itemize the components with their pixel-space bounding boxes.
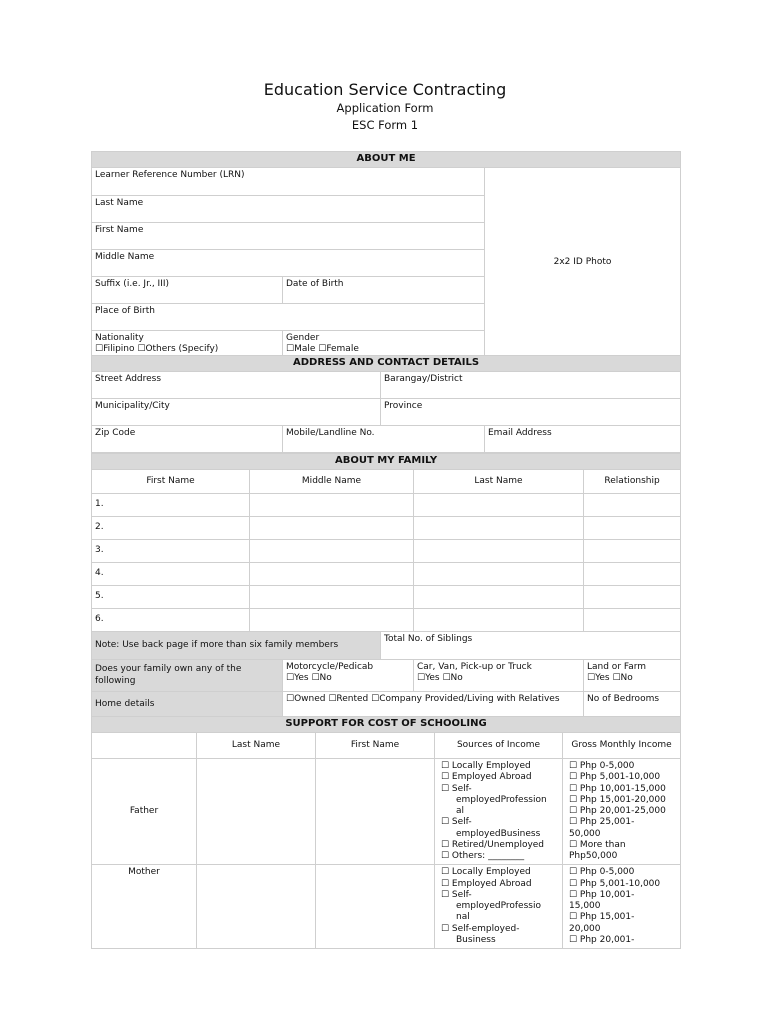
family-row <box>92 609 681 632</box>
car-label: Car, Van, Pick-up or Truck <box>417 662 532 672</box>
support-col-first-name: First Name <box>316 733 435 759</box>
father-first-name-cell[interactable] <box>316 759 435 865</box>
father-income-source-option[interactable]: ☐ Retired/Unemployed <box>441 839 545 850</box>
nationality-field[interactable] <box>92 331 283 359</box>
father-income-source-option[interactable]: ☐ Locally Employed <box>441 761 531 771</box>
nationality-options[interactable]: ☐Filipino ☐Others (Specify) <box>95 344 219 355</box>
father-income-range-option[interactable]: ☐ More than <box>569 839 626 850</box>
family-row <box>92 586 681 609</box>
family-row-number[interactable]: 2. <box>92 517 250 540</box>
family-middle-name-cell[interactable] <box>250 586 414 609</box>
car-field[interactable] <box>414 660 584 692</box>
support-col-blank <box>92 733 197 759</box>
land-options[interactable]: ☐Yes ☐No <box>587 673 633 684</box>
father-income-range-option[interactable]: ☐ Php 15,001-20,000 <box>569 794 666 805</box>
father-income-range-option[interactable]: 50,000 <box>569 828 601 839</box>
father-income-list <box>563 759 681 865</box>
father-income-source-option[interactable]: employedBusiness <box>456 828 541 839</box>
ownership-question: Does your family own any of the following <box>92 660 283 692</box>
about-me-table <box>91 151 681 359</box>
mother-income-source-option[interactable]: ☐ Self-employed- <box>441 923 520 934</box>
siblings-field[interactable]: Total No. of Siblings <box>381 632 681 660</box>
gender-options[interactable]: ☐Male ☐Female <box>286 344 359 355</box>
family-table <box>91 453 681 719</box>
family-relationship-cell[interactable] <box>584 609 681 632</box>
municipality-field[interactable]: Municipality/City <box>92 399 381 426</box>
father-income-range-option[interactable]: ☐ Php 20,001-25,000 <box>569 806 666 816</box>
mother-first-name-cell[interactable] <box>316 865 435 949</box>
mother-income-source-option[interactable]: ☐ Employed Abroad <box>441 878 532 889</box>
support-table <box>91 716 681 949</box>
family-col-middle-name: Middle Name <box>250 470 414 494</box>
family-relationship-cell[interactable] <box>584 517 681 540</box>
mother-label: Mother <box>92 865 197 949</box>
father-income-range-option[interactable]: ☐ Php 25,001- <box>569 817 635 828</box>
middle-name-field[interactable]: Middle Name <box>92 250 485 277</box>
motorcycle-options[interactable]: ☐Yes ☐No <box>286 673 332 684</box>
family-row-number[interactable]: 5. <box>92 586 250 609</box>
mother-income-range-option[interactable]: ☐ Php 5,001-10,000 <box>569 878 661 889</box>
father-income-range-option[interactable]: Php50,000 <box>569 851 618 861</box>
mother-income-range-option[interactable]: 20,000 <box>569 923 601 934</box>
support-col-gross-income: Gross Monthly Income <box>563 733 681 759</box>
land-field[interactable] <box>584 660 681 692</box>
father-last-name-cell[interactable] <box>197 759 316 865</box>
form-title: Education Service Contracting <box>263 80 507 99</box>
family-middle-name-cell[interactable] <box>250 517 414 540</box>
father-income-range-option[interactable]: ☐ Php 0-5,000 <box>569 761 635 771</box>
gender-field[interactable] <box>283 331 485 359</box>
address-table <box>91 355 681 453</box>
family-last-name-cell[interactable] <box>414 494 584 517</box>
family-col-first-name: First Name <box>92 470 250 494</box>
zip-code-field[interactable]: Zip Code <box>92 426 283 453</box>
family-last-name-cell[interactable] <box>414 563 584 586</box>
father-income-source-option[interactable]: ☐ Others: ________ <box>441 851 525 861</box>
support-col-sources: Sources of Income <box>435 733 563 759</box>
bedrooms-field[interactable]: No of Bedrooms <box>584 692 681 719</box>
support-col-last-name: Last Name <box>197 733 316 759</box>
last-name-field[interactable]: Last Name <box>92 196 485 223</box>
family-last-name-cell[interactable] <box>414 540 584 563</box>
barangay-field[interactable]: Barangay/District <box>381 372 681 399</box>
street-address-field[interactable]: Street Address <box>92 372 381 399</box>
id-photo-box[interactable]: 2x2 ID Photo <box>485 168 681 359</box>
dob-field[interactable]: Date of Birth <box>283 277 485 304</box>
family-relationship-cell[interactable] <box>584 563 681 586</box>
email-field[interactable]: Email Address <box>485 426 681 453</box>
home-details-label: Home details <box>92 692 283 719</box>
family-last-name-cell[interactable] <box>414 609 584 632</box>
land-label: Land or Farm <box>587 662 647 672</box>
mother-income-range-option[interactable]: ☐ Php 0-5,000 <box>569 867 635 878</box>
form-subtitle: Application Form <box>336 101 434 115</box>
family-row <box>92 563 681 586</box>
family-last-name-cell[interactable] <box>414 517 584 540</box>
province-field[interactable]: Province <box>381 399 681 426</box>
gender-label: Gender <box>286 333 320 343</box>
place-of-birth-field[interactable]: Place of Birth <box>92 304 485 331</box>
form-number: ESC Form 1 <box>351 118 419 132</box>
lrn-field[interactable]: Learner Reference Number (LRN) <box>92 168 485 196</box>
suffix-field[interactable]: Suffix (i.e. Jr., III) <box>92 277 283 304</box>
family-heading: ABOUT MY FAMILY <box>92 454 681 470</box>
car-options[interactable]: ☐Yes ☐No <box>417 673 463 684</box>
father-sources-list <box>435 759 563 865</box>
family-relationship-cell[interactable] <box>584 586 681 609</box>
family-note: Note: Use back page if more than six family members <box>92 632 381 660</box>
mother-income-range-option[interactable]: ☐ Php 15,001- <box>569 912 635 923</box>
father-income-source-option[interactable]: ☐ Self- <box>441 783 472 794</box>
father-income-source-option[interactable]: ☐ Employed Abroad <box>441 772 532 783</box>
family-relationship-cell[interactable] <box>584 540 681 563</box>
mother-income-source-option[interactable]: employedProfessio <box>456 901 541 911</box>
mother-income-range-option[interactable]: ☐ Php 10,001- <box>569 889 635 900</box>
family-row-number[interactable]: 3. <box>92 540 250 563</box>
family-row-number[interactable]: 1. <box>92 494 250 517</box>
family-middle-name-cell[interactable] <box>250 563 414 586</box>
father-income-source-option[interactable]: al <box>456 806 465 816</box>
father-label: Father <box>92 759 197 865</box>
about-me-heading: ABOUT ME <box>92 152 681 168</box>
father-income-source-option[interactable]: ☐ Self- <box>441 817 472 828</box>
home-details-options[interactable]: ☐Owned ☐Rented ☐Company Provided/Living with Relatives <box>283 692 584 719</box>
family-col-relationship: Relationship <box>584 470 681 494</box>
father-income-source-option[interactable]: employedProfession <box>456 794 547 805</box>
support-heading: SUPPORT FOR COST OF SCHOOLING <box>92 717 681 733</box>
address-heading: ADDRESS AND CONTACT DETAILS <box>92 356 681 372</box>
mother-income-range-option[interactable]: 15,000 <box>569 901 601 911</box>
motorcycle-field[interactable] <box>283 660 414 692</box>
mother-last-name-cell[interactable] <box>197 865 316 949</box>
motorcycle-label: Motorcycle/Pedicab <box>286 662 374 672</box>
family-relationship-cell[interactable] <box>584 494 681 517</box>
family-row <box>92 540 681 563</box>
father-income-range-option[interactable]: ☐ Php 10,001-15,000 <box>569 783 666 794</box>
family-last-name-cell[interactable] <box>414 586 584 609</box>
family-middle-name-cell[interactable] <box>250 494 414 517</box>
mother-income-range-option[interactable]: ☐ Php 20,001- <box>569 934 635 945</box>
father-income-range-option[interactable]: ☐ Php 5,001-10,000 <box>569 772 661 783</box>
family-middle-name-cell[interactable] <box>250 540 414 563</box>
family-row <box>92 494 681 517</box>
mother-income-list <box>563 865 681 949</box>
family-col-last-name: Last Name <box>414 470 584 494</box>
mother-income-source-option[interactable]: Business <box>456 934 496 945</box>
first-name-field[interactable]: First Name <box>92 223 485 250</box>
mother-income-source-option[interactable]: ☐ Self- <box>441 889 472 900</box>
family-row <box>92 517 681 540</box>
mobile-field[interactable]: Mobile/Landline No. <box>283 426 485 453</box>
nationality-label: Nationality <box>95 333 144 343</box>
family-row-number[interactable]: 6. <box>92 609 250 632</box>
family-middle-name-cell[interactable] <box>250 609 414 632</box>
mother-income-source-option[interactable]: ☐ Locally Employed <box>441 867 531 878</box>
family-row-number[interactable]: 4. <box>92 563 250 586</box>
mother-sources-list <box>435 865 563 949</box>
mother-income-source-option[interactable]: nal <box>456 912 470 923</box>
